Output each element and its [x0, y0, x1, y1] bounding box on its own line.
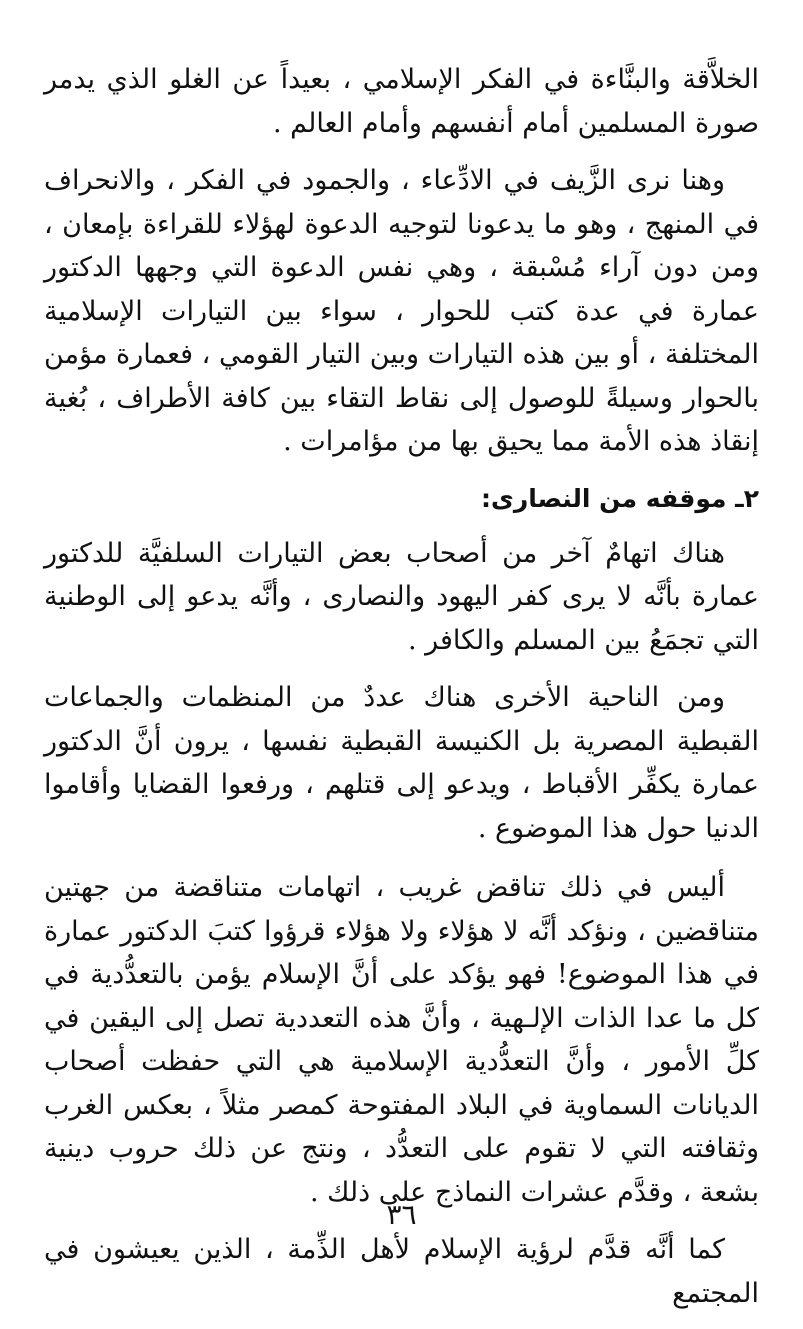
section-heading: ٢ـ موقفه من النصارى:	[480, 483, 759, 513]
paragraph-coptic-organizations: ومن الناحية الأخرى هناك عددٌ من المنظمات والجماعات القبطية المصرية بل الكنيسة القبطية نفسها ، يرون أنَّ الدكتور عمارة يكفِّر الأقباط ، ويدعو إلى قتلهم ، ورفعوا القضايا وأقاموا الدنيا حول هذا الموضوع .	[44, 682, 759, 844]
paragraph-continuation: الخلاَّقة والبنَّاءة في الفكر الإسلامي ، بعيداً عن الغلو الذي يدمر صورة المسلمين أمام أنفسهم وأمام العالم .	[44, 64, 759, 139]
paragraph-contradiction: أليس في ذلك تناقض غريب ، اتهامات متناقضة من جهتين متناقضين ، ونؤكد أنَّه لا هؤلاء ولا هؤلاء قرؤوا كتبَ الدكتور عمارة في هذا الموضوع! فهو يؤكد على أنَّ الإسلام يؤمن بالتعدُّدية في كل ما عدا الذات الإلـهية ، وأنَّ هذه التعددية تصل إلى اليقين في كلِّ الأمور ، وأنَّ التعدُّدية الإسلامية هي التي حفظت أصحاب الديانات السماوية في البلاد المفتوحة كمصر مثلاً ، بعكس الغرب وثقافته التي لا تقوم على التعدُّد ، ونتج عن ذلك حروب دينية بشعة ، وقدَّم عشرات النماذج على ذلك .	[44, 872, 759, 1208]
paragraph-accusation: هناك اتهامٌ آخر من أصحاب بعض التيارات السلفيَّة للدكتور عمارة بأنَّه لا يرى كفر اليهود والنصارى ، وأنَّه يدعو إلى الوطنية التي تجمَعُ بين المسلم والكافر .	[44, 537, 759, 656]
page-number: ٣٦	[386, 1198, 417, 1231]
paragraph-dialogue-invitation: وهنا نرى الزَّيف في الادِّعاء ، والجمود في الفكر ، والانحراف في المنهج ، وهو ما يدعونا لتوجيه الدعوة لهؤلاء للقراءة بإمعان ، ومن دون آراء مُسْبقة ، وهي نفس الدعوة التي وجهها الدكتور عمارة في عدة كتب للحوار ، سواء بين التيارات الإسلامية المختلفة ، أو بين هذه التيارات وبين التيار القومي ، فعمارة مؤمن بالحوار وسيلةً للوصول إلى نقاط التقاء بين كافة الأطراف ، بُغية إنقاذ هذه الأمة مما يحيق بها من مؤامرات .	[44, 165, 759, 457]
paragraph-dhimma: كما أنَّه قدَّم لرؤية الإسلام لأهل الذِّمة ، الذين يعيشون في المجتمع	[44, 1234, 759, 1309]
page-body	[44, 58, 759, 1329]
